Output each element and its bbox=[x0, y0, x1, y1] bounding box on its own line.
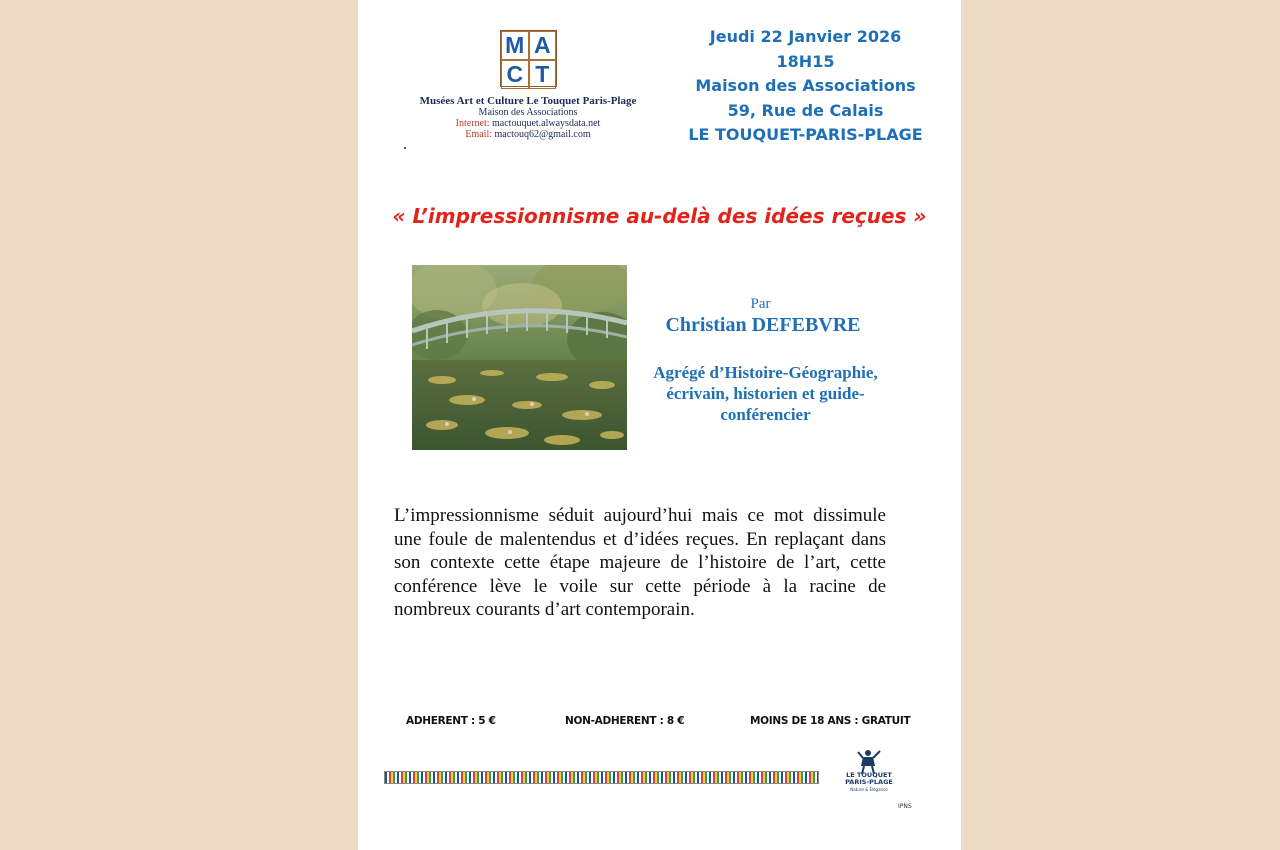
event-address: 59, Rue de Calais bbox=[727, 100, 884, 120]
lecture-title: « L’impressionnisme au-delà des idées reçues » bbox=[392, 204, 927, 228]
decorative-color-bar bbox=[384, 771, 819, 784]
internet-line bbox=[398, 118, 658, 129]
monet-bridge-painting bbox=[412, 265, 627, 450]
credentials-line-2: écrivain, historien et guide- bbox=[666, 384, 865, 403]
event-header bbox=[673, 25, 938, 148]
internet-label: Internet: bbox=[455, 118, 490, 129]
event-venue: Maison des Associations bbox=[695, 76, 916, 95]
mact-logo bbox=[500, 30, 557, 87]
event-date: Jeudi 22 Janvier 2026 bbox=[709, 27, 902, 46]
price-non-member: NON-ADHERENT : 8 € bbox=[565, 715, 685, 727]
speaker-prefix: Par bbox=[750, 296, 771, 312]
town-logo-line2: PARIS-PLAGE bbox=[845, 778, 893, 786]
town-logo-text bbox=[838, 772, 900, 793]
speaker-name: Christian DEFEBVRE bbox=[665, 314, 861, 336]
flyer-page bbox=[358, 0, 961, 850]
organization-name: Musées Art et Culture Le Touquet Paris-Plage bbox=[419, 95, 637, 107]
internet-value[interactable]: mactouquet.alwaysdata.net bbox=[492, 118, 601, 129]
email-label: Email: bbox=[465, 129, 493, 140]
credentials-line-1: Agrégé d’Histoire-Géographie, bbox=[653, 363, 878, 382]
speaker-credentials bbox=[633, 362, 898, 425]
event-time: 18H15 bbox=[776, 51, 835, 71]
town-logo-line3: Nature & Élégance bbox=[850, 787, 888, 792]
ipns-note: IPNS bbox=[898, 803, 912, 810]
logo-caption bbox=[398, 96, 658, 140]
town-logo-line1: LE TOUQUET bbox=[846, 771, 892, 779]
price-member: ADHERENT : 5 € bbox=[406, 715, 496, 727]
logo-letter-t: T bbox=[529, 60, 557, 89]
logo-letter-a: A bbox=[529, 31, 557, 60]
event-city: LE TOUQUET-PARIS-PLAGE bbox=[688, 125, 923, 144]
lecture-description: L’impressionnisme séduit aujourd’hui mais ce mot dissimule une foule de malentendus et d’idées reçues. En replaçant dans son contexte cette étape majeure de l’histoire de l’art, cette conférence lève le voile sur cette période à la racine de nombreux courants d’art contemporain. bbox=[394, 505, 886, 620]
painting-illustration bbox=[412, 265, 627, 450]
logo-letter-c: C bbox=[501, 60, 529, 89]
organization-subtitle: Maison des Associations bbox=[478, 107, 578, 118]
price-under-18: MOINS DE 18 ANS : GRATUIT bbox=[750, 715, 911, 727]
credentials-line-3: conférencier bbox=[720, 405, 811, 424]
decorative-dot bbox=[404, 147, 406, 149]
email-line bbox=[398, 129, 658, 140]
logo-letter-m: M bbox=[501, 31, 529, 60]
email-value[interactable]: mactouq62@gmail.com bbox=[494, 129, 591, 140]
